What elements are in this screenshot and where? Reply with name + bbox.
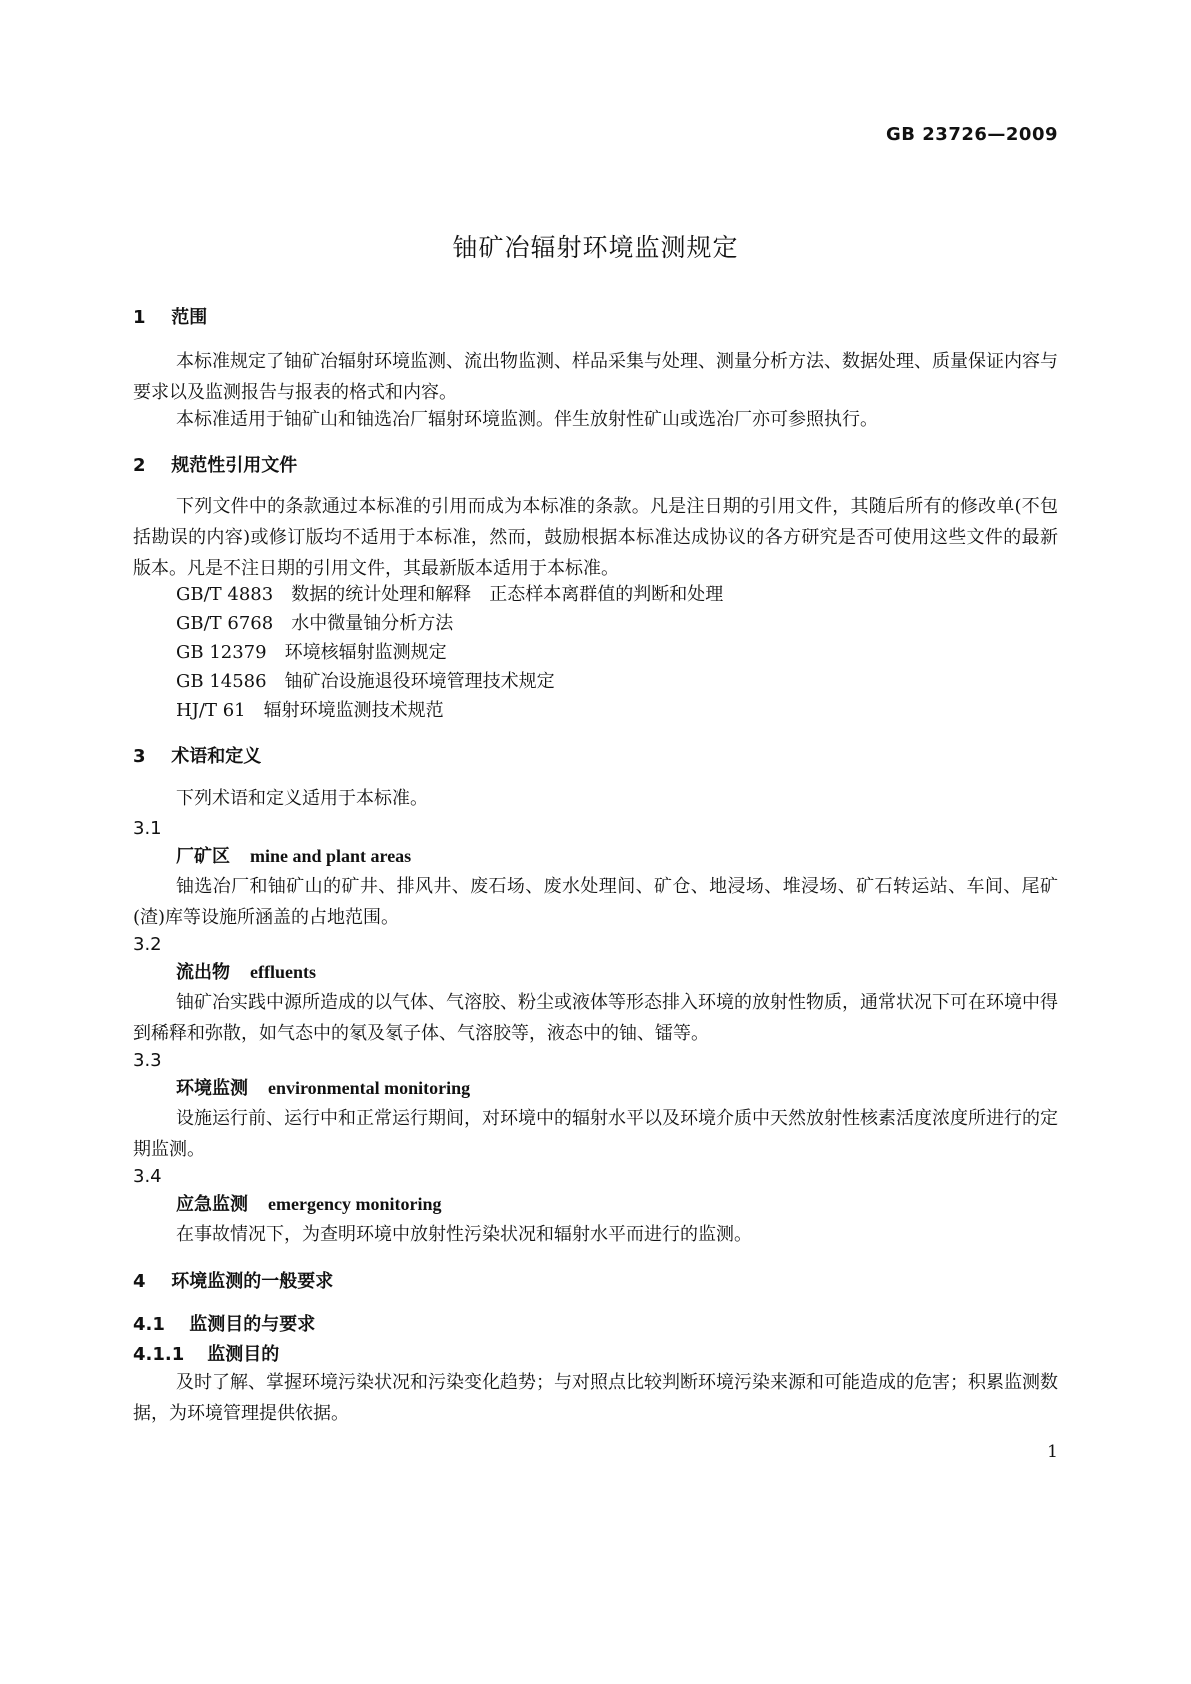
section-4-1-number: 4.1 (133, 1314, 165, 1335)
term-chinese: 流出物 (176, 962, 230, 983)
term-definition: 铀矿冶实践中源所造成的以气体、气溶胶、粉尘或液体等形态排入环境的放射性物质，通常状况下可在环境中得到稀释和弥散，如气态中的氡及氡子体、气溶胶等，液态中的铀、镭等。 (133, 992, 1058, 1044)
term-number: 3.1 (133, 818, 162, 839)
section-3-intro: 下列术语和定义适用于本标准。 (176, 788, 428, 809)
term-english: emergency monitoring (268, 1194, 442, 1214)
reference-name: 辐射环境监测技术规范 (263, 700, 444, 721)
term-english: mine and plant areas (250, 846, 412, 866)
reference-code: GB 12379 (176, 642, 267, 663)
section-4-number: 4 (133, 1271, 146, 1292)
reference-code: GB 14586 (176, 671, 267, 692)
reference-item (176, 637, 1058, 668)
page-number: 1 (1047, 1442, 1058, 1462)
reference-name: 铀矿冶设施退役环境管理技术规定 (284, 671, 555, 692)
reference-name: 环境核辐射监测规定 (284, 642, 447, 663)
section-4-1-1-title: 监测目的 (207, 1344, 280, 1365)
reference-code: GB/T 4883 (176, 584, 274, 605)
term-english: environmental monitoring (268, 1078, 471, 1098)
reference-name: 水中微量铀分析方法 (291, 613, 454, 634)
section-4-1-1-heading (133, 1339, 1058, 1370)
term-definition: 在事故情况下，为查明环境中放射性污染状况和辐射水平而进行的监测。 (176, 1224, 752, 1245)
section-2-paragraph-1: 下列文件中的条款通过本标准的引用而成为本标准的条款。凡是注日期的引用文件，其随后所有的修改单(不包括勘误的内容)或修订版均不适用于本标准，然而，鼓励根据本标准达成协议的各方研究是否可使用这些文件的最新版本。凡是不注日期的引用文件，其最新版本适用于本标准。 (133, 496, 1058, 579)
reference-item (176, 695, 1058, 726)
document-title: 铀矿冶辐射环境监测规定 (452, 233, 739, 262)
term-heading (176, 1073, 1058, 1104)
term-number: 3.4 (133, 1166, 162, 1187)
section-4-1-1-paragraph: 及时了解、掌握环境污染状况和污染变化趋势；与对照点比较判断环境污染来源和可能造成的危害；积累监测数据，为环境管理提供依据。 (133, 1372, 1058, 1424)
term-heading (176, 957, 1058, 988)
term-definition: 设施运行前、运行中和正常运行期间，对环境中的辐射水平以及环境介质中天然放射性核素活度浓度所进行的定期监测。 (133, 1108, 1058, 1160)
section-3-heading (133, 741, 1058, 772)
term-heading (176, 841, 1058, 872)
reference-code: HJ/T 61 (176, 700, 246, 721)
section-4-1-heading (133, 1309, 1058, 1340)
section-2-title: 规范性引用文件 (171, 455, 298, 476)
section-1-paragraph-1: 本标准规定了铀矿冶辐射环境监测、流出物监测、样品采集与处理、测量分析方法、数据处理、质量保证内容与要求以及监测报告与报表的格式和内容。 (133, 351, 1058, 403)
term-number: 3.2 (133, 934, 162, 955)
section-3-title: 术语和定义 (171, 746, 262, 767)
term-chinese: 厂矿区 (176, 846, 230, 867)
section-1-number: 1 (133, 307, 146, 328)
section-4-1-1-number: 4.1.1 (133, 1344, 185, 1365)
term-definition: 铀选冶厂和铀矿山的矿井、排风井、废石场、废水处理间、矿仓、地浸场、堆浸场、矿石转运站、车间、尾矿(渣)库等设施所涵盖的占地范围。 (133, 876, 1058, 928)
section-1-title: 范围 (171, 307, 208, 328)
section-1-heading (133, 302, 1058, 333)
reference-name: 数据的统计处理和解释 正态样本离群值的判断和处理 (291, 584, 724, 605)
standard-code: GB 23726—2009 (886, 124, 1058, 145)
section-3-number: 3 (133, 746, 146, 767)
term-number: 3.3 (133, 1050, 162, 1071)
term-heading (176, 1189, 1058, 1220)
term-chinese: 环境监测 (176, 1078, 248, 1099)
section-2-heading (133, 450, 1058, 481)
section-4-1-title: 监测目的与要求 (189, 1314, 316, 1335)
reference-item (176, 579, 1058, 610)
reference-code: GB/T 6768 (176, 613, 274, 634)
reference-item (176, 666, 1058, 697)
section-1-paragraph-2: 本标准适用于铀矿山和铀选冶厂辐射环境监测。伴生放射性矿山或选冶厂亦可参照执行。 (176, 409, 878, 430)
term-english: effluents (250, 962, 316, 982)
section-4-title: 环境监测的一般要求 (171, 1271, 334, 1292)
section-4-heading (133, 1266, 1058, 1297)
reference-item (176, 608, 1058, 639)
term-chinese: 应急监测 (176, 1194, 248, 1215)
section-2-number: 2 (133, 455, 146, 476)
